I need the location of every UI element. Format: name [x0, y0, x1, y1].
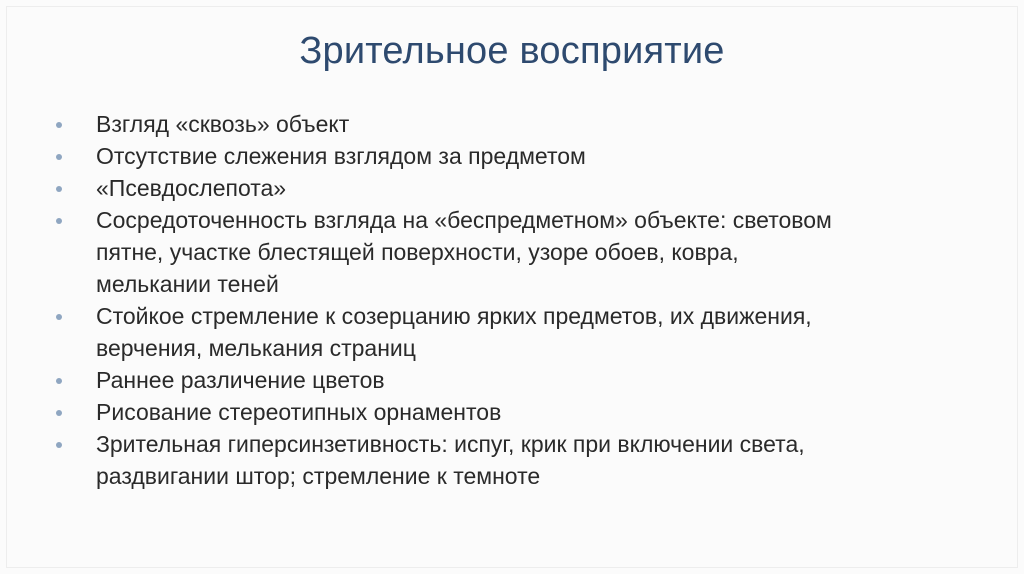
bullet-line: Взгляд «сквозь» объект — [96, 111, 350, 137]
bullet-line: Зрительная гиперсинзетивность: испуг, крик при включении света, — [96, 431, 805, 457]
bullet-dot-icon — [56, 154, 62, 160]
bullet-list — [56, 108, 986, 492]
bullet-line: верчения, мелькания страниц — [96, 335, 416, 361]
bullet-item — [56, 172, 986, 204]
bullet-item — [56, 140, 986, 172]
bullet-item — [56, 300, 986, 364]
bullet-line: пятне, участке блестящей поверхности, узоре обоев, ковра, — [96, 239, 739, 265]
bullet-dot-icon — [56, 218, 62, 224]
bullet-line: Раннее различение цветов — [96, 367, 385, 393]
bullet-line: раздвигании штор; стремление к темноте — [96, 463, 541, 489]
bullet-item — [56, 428, 986, 492]
bullet-line: Рисование стереотипных орнаментов — [96, 399, 502, 425]
bullet-line: «Псевдослепота» — [96, 175, 287, 201]
bullet-line: Сосредоточенность взгляда на «беспредметном» объекте: световом — [96, 207, 832, 233]
bullet-item — [56, 396, 986, 428]
bullet-item — [56, 364, 986, 396]
slide-title: Зрительное восприятие — [299, 30, 725, 72]
bullet-line: мелькании теней — [96, 271, 279, 297]
bullet-dot-icon — [56, 410, 62, 416]
bullet-dot-icon — [56, 314, 62, 320]
bullet-dot-icon — [56, 186, 62, 192]
bullet-item — [56, 108, 986, 140]
bullet-line: Отсутствие слежения взглядом за предметом — [96, 143, 586, 169]
bullet-dot-icon — [56, 378, 62, 384]
bullet-dot-icon — [56, 442, 62, 448]
bullet-item — [56, 204, 986, 300]
bullet-line: Стойкое стремление к созерцанию ярких предметов, их движения, — [96, 303, 812, 329]
bullet-dot-icon — [56, 122, 62, 128]
